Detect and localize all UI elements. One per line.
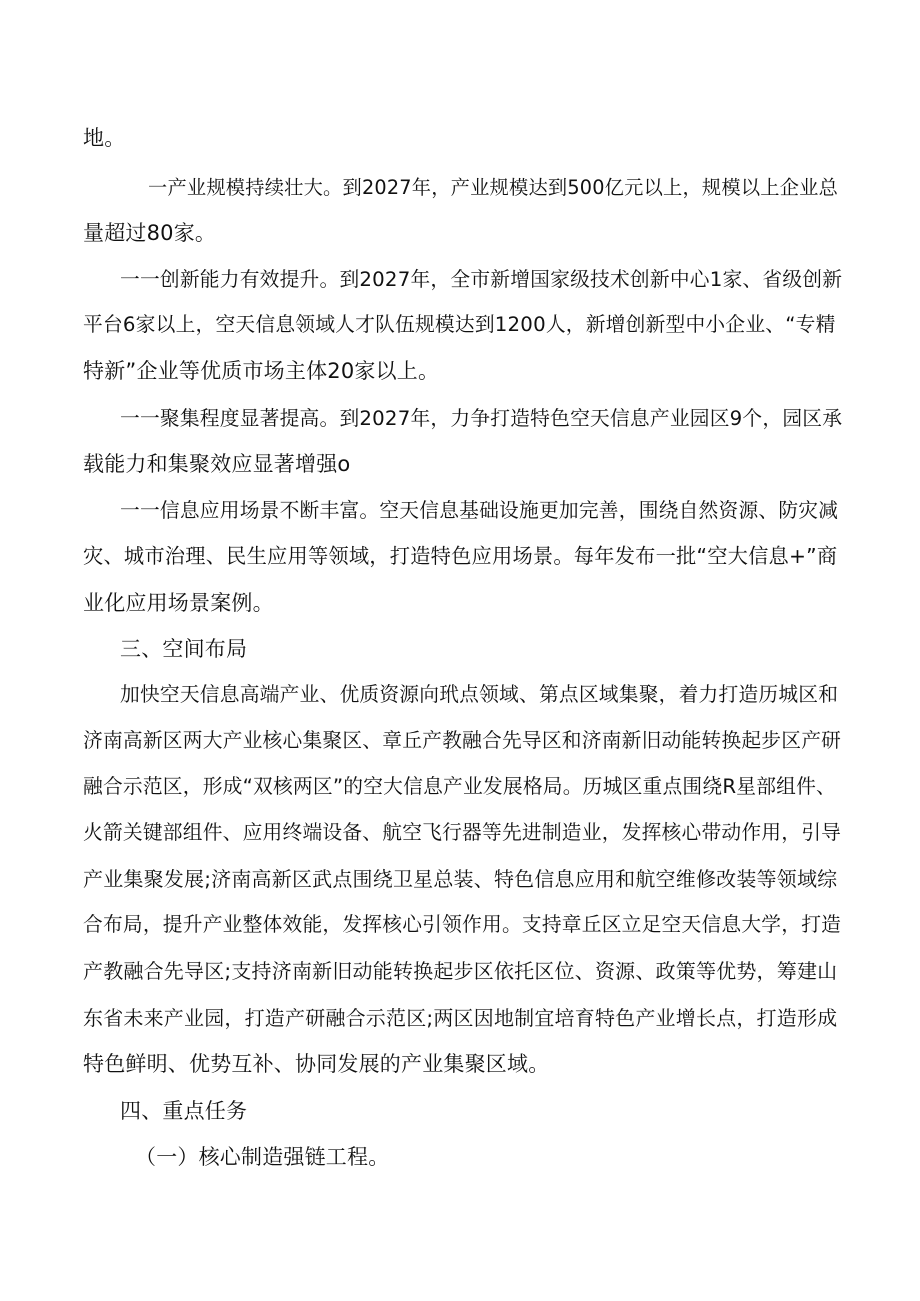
subsection-heading: （一）核心制造强链工程。 (135, 1145, 390, 1169)
text-line: 火箭关键部组件、应用终端设备、航空飞行器等先进制造业，发挥核心带动作用，引导 (83, 821, 842, 844)
text-line: 产教融合先导区;支持济南新旧动能转换起步区依托区位、资源、政策等优势，筹建山 (83, 959, 838, 983)
text-line: 特色鲜明、优势互补、协同发展的产业集聚区域。 (83, 1052, 550, 1076)
section-heading: 四、重点任务 (120, 1099, 248, 1123)
text-line: 灾、城市治理、民生应用等领域，打造特色应用场景。每年发布一批“空大信息+”商 (83, 544, 838, 568)
text-line: 量超过80家。 (83, 221, 217, 245)
text-line: 东省未来产业园，打造产研融合示范区;两区因地制宜培育特色产业增长点，打造形成 (83, 1006, 838, 1030)
text-line: 一一聚集程度显著提高。到2027年，力争打造特色空天信息产业园区9个，园区承 (120, 407, 843, 430)
text-line: 济南高新区两大产业核心集聚区、章丘产教融合先导区和济南新旧动能转换起步区产研 (83, 729, 842, 752)
text-line: 一产业规模持续壮大。到2027年，产业规模达到500亿元以上，规模以上企业总 (148, 176, 839, 199)
text-line: 产业集聚发展;济南高新区武点围绕卫星总装、特色信息应用和航空维修改装等领域综 (83, 867, 838, 891)
text-line: 平台6家以上，空天信息领域人才队伍规模达到1200人，新增创新型中小企业、“专精 (83, 313, 836, 336)
text-line: 业化应用场景案例。 (83, 591, 274, 615)
text-line: 加快空天信息高端产业、优质资源向玳点领域、第点区域集聚，着力打造历城区和 (120, 683, 839, 706)
text-line: 载能力和集聚效应显著增强o (83, 452, 351, 476)
text-line: 特新”企业等优质市场主体20家以上。 (83, 359, 440, 383)
text-line: 地。 (83, 126, 126, 150)
section-heading: 三、空间布局 (120, 637, 248, 661)
text-line: 一一创新能力有效提升。到2027年，全市新增国家级技术创新中心1家、省级创新 (120, 268, 843, 291)
text-line: 合布局，提升产业整体效能，发挥核心引领作用。支持章丘区立足空天信息大学，打造 (83, 913, 842, 936)
text-line: 融合示范区，形成“双核两区”的空大信息产业发展格局。历城区重点围绕R星部组件、 (83, 775, 836, 798)
text-line: 一一信息应用场景不断丰富。空天信息基础设施更加完善，围绕自然资源、防灾减 (120, 499, 839, 522)
